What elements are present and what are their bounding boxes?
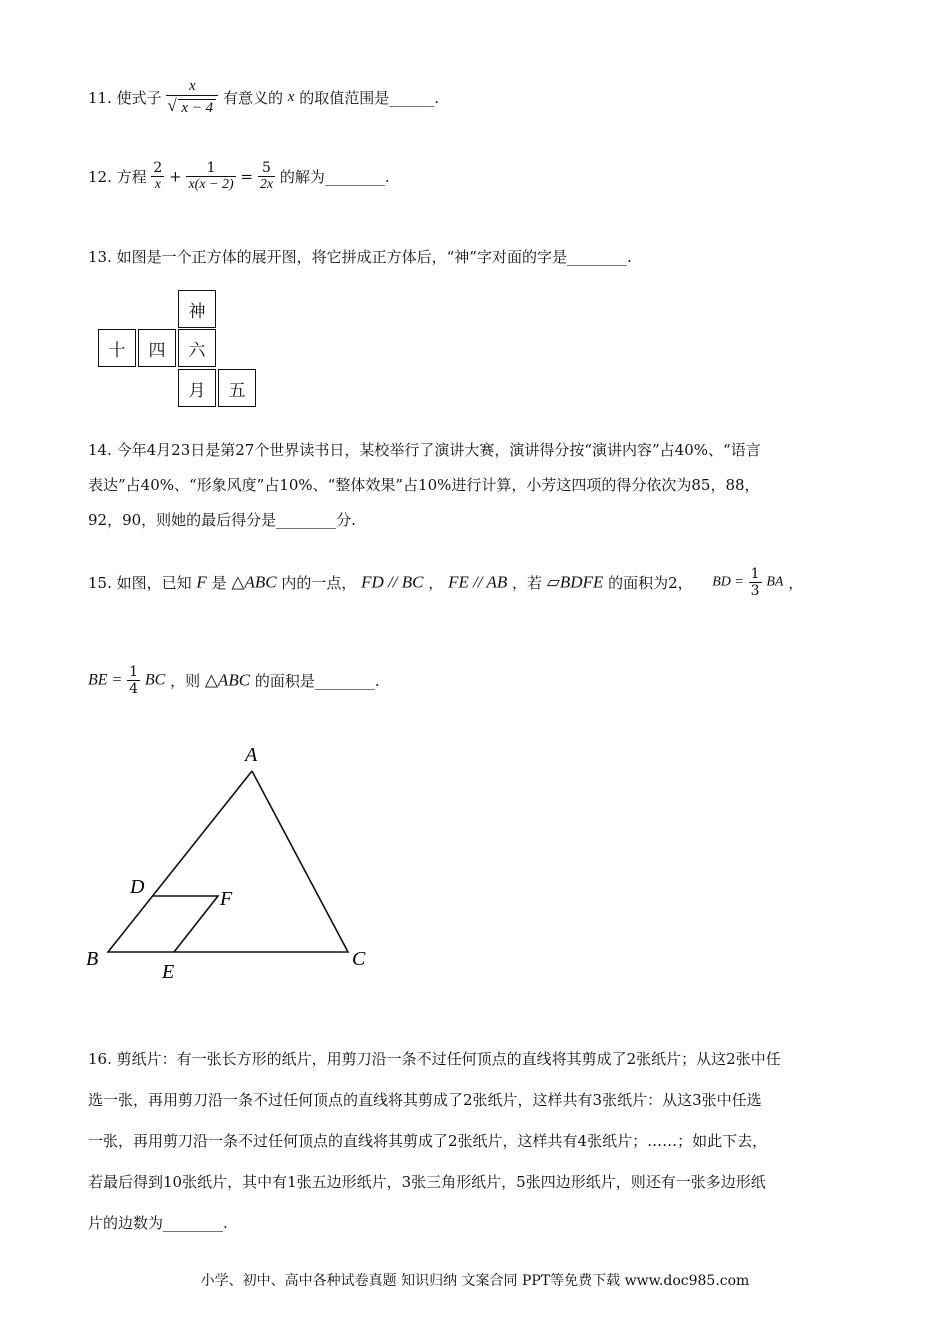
question-14 (88, 433, 863, 538)
q11-prefix: 11. 使式子 (88, 89, 162, 107)
q16-line5: 片的边数为________. (88, 1214, 228, 1232)
q14-line1: 14. 今年4月23日是第27个世界读书日，某校举行了演讲大赛，演讲得分按“演讲内容”占40%、“语言 (88, 441, 761, 459)
cube-cell-si: 四 (138, 329, 176, 367)
q16-line2: 选一张，再用剪刀沿一条不过任何顶点的直线将其剪成了2张纸片，这样共有3张纸片：从这3张中任选 (88, 1091, 762, 1109)
question-16 (88, 1039, 863, 1244)
cube-cell-liu: 六 (178, 329, 216, 367)
q14-line2: 表达”占40%、“形象风度”占10%、“整体效果”占10%进行计算，小芳这四项的得分依次为85，88， (88, 476, 760, 494)
q11-fraction (166, 78, 218, 117)
cube-cell-wu: 五 (218, 369, 256, 407)
label-a: A (245, 744, 258, 766)
q15-fd-parallel: FD // BC (361, 572, 424, 592)
q15-bd-lhs: BD = (712, 574, 744, 590)
triangle-abc (108, 771, 348, 952)
page-footer: 小学、初中、高中各种试卷真题 知识归纳 文案合同 PPT等免费下载 www.doc985.com (200, 1273, 750, 1289)
q15-triangle: △ABC (231, 572, 277, 592)
q15-bd-frac: $\frac{1}{3}$ (750, 566, 760, 599)
q14-line3: 92，90，则她的最后得分是________分. (88, 511, 356, 529)
question-13: 13. 如图是一个正方体的展开图，将它拼成正方体后，“神”字对面的字是________. (88, 248, 632, 266)
q15-point-f: F (196, 572, 207, 592)
q11-middle: 有意义的 (222, 89, 283, 107)
q15-be-frac: $\frac{1}{4}$ (129, 664, 139, 697)
q16-line4: 若最后得到10张纸片，其中有1张五边形纸片，3张三角形纸片，5张四边形纸片，则还有一张多边形纸 (88, 1173, 766, 1191)
question-15-line2: BE = $\frac{1}{4}$ BC ，则 △ABC 的面积是________. (88, 664, 380, 697)
cube-cell-shen: 神 (178, 290, 216, 328)
q12-suffix: 的解为________. (279, 168, 390, 186)
q15-fe-parallel: FE // AB (448, 572, 508, 592)
q15-bd-rhs: BA (766, 574, 784, 590)
question-11 (88, 78, 439, 117)
q15-be-lhs: BE = (88, 671, 123, 689)
q11-frac-num: x (188, 78, 196, 94)
q11-suffix: 的取值范围是______. (299, 89, 439, 107)
label-b: B (86, 948, 99, 970)
question-12 (88, 160, 390, 193)
label-c: C (352, 948, 366, 970)
q12-term3: $\frac{5}{2x}$ (259, 160, 274, 192)
label-f: F (220, 888, 233, 910)
triangle-figure (80, 735, 400, 985)
q12-prefix: 12. 方程 (88, 168, 147, 186)
q15-parallelogram: ▱BDFE (546, 572, 604, 592)
cube-cell-shi: 十 (98, 329, 136, 367)
q12-plus: + (169, 167, 182, 186)
q15-triangle-2: △ABC (204, 670, 251, 690)
question-15-line1: 15. 如图，已知 F 是 △ABC 内的一点， FD // BC ， FE // AB ，若 ▱BDFE 的面积为2， BD = $\frac{1}{3}$ BA ， (88, 566, 804, 599)
q16-line3: 一张，再用剪刀沿一条不过任何顶点的直线将其剪成了2张纸片，这样共有4张纸片；……；如此下去， (88, 1132, 768, 1150)
cube-cell-yue: 月 (178, 369, 216, 407)
label-e: E (162, 961, 175, 983)
label-d: D (130, 876, 145, 898)
parallelogram-dfe (153, 896, 218, 952)
q12-term1: $\frac{2}{x}$ (153, 160, 163, 192)
q11-frac-den: √ x − 4 (178, 99, 216, 117)
q16-line1: 16. 剪纸片：有一张长方形的纸片，用剪刀沿一条不过任何顶点的直线将其剪成了2张纸片；从这2张中任 (88, 1050, 781, 1068)
q15-be-rhs: BC (144, 671, 166, 689)
q12-eq: = (240, 167, 254, 186)
q12-term2: $\frac{1}{x(x - 2)}$ (188, 160, 234, 192)
q11-var: x (287, 89, 295, 105)
